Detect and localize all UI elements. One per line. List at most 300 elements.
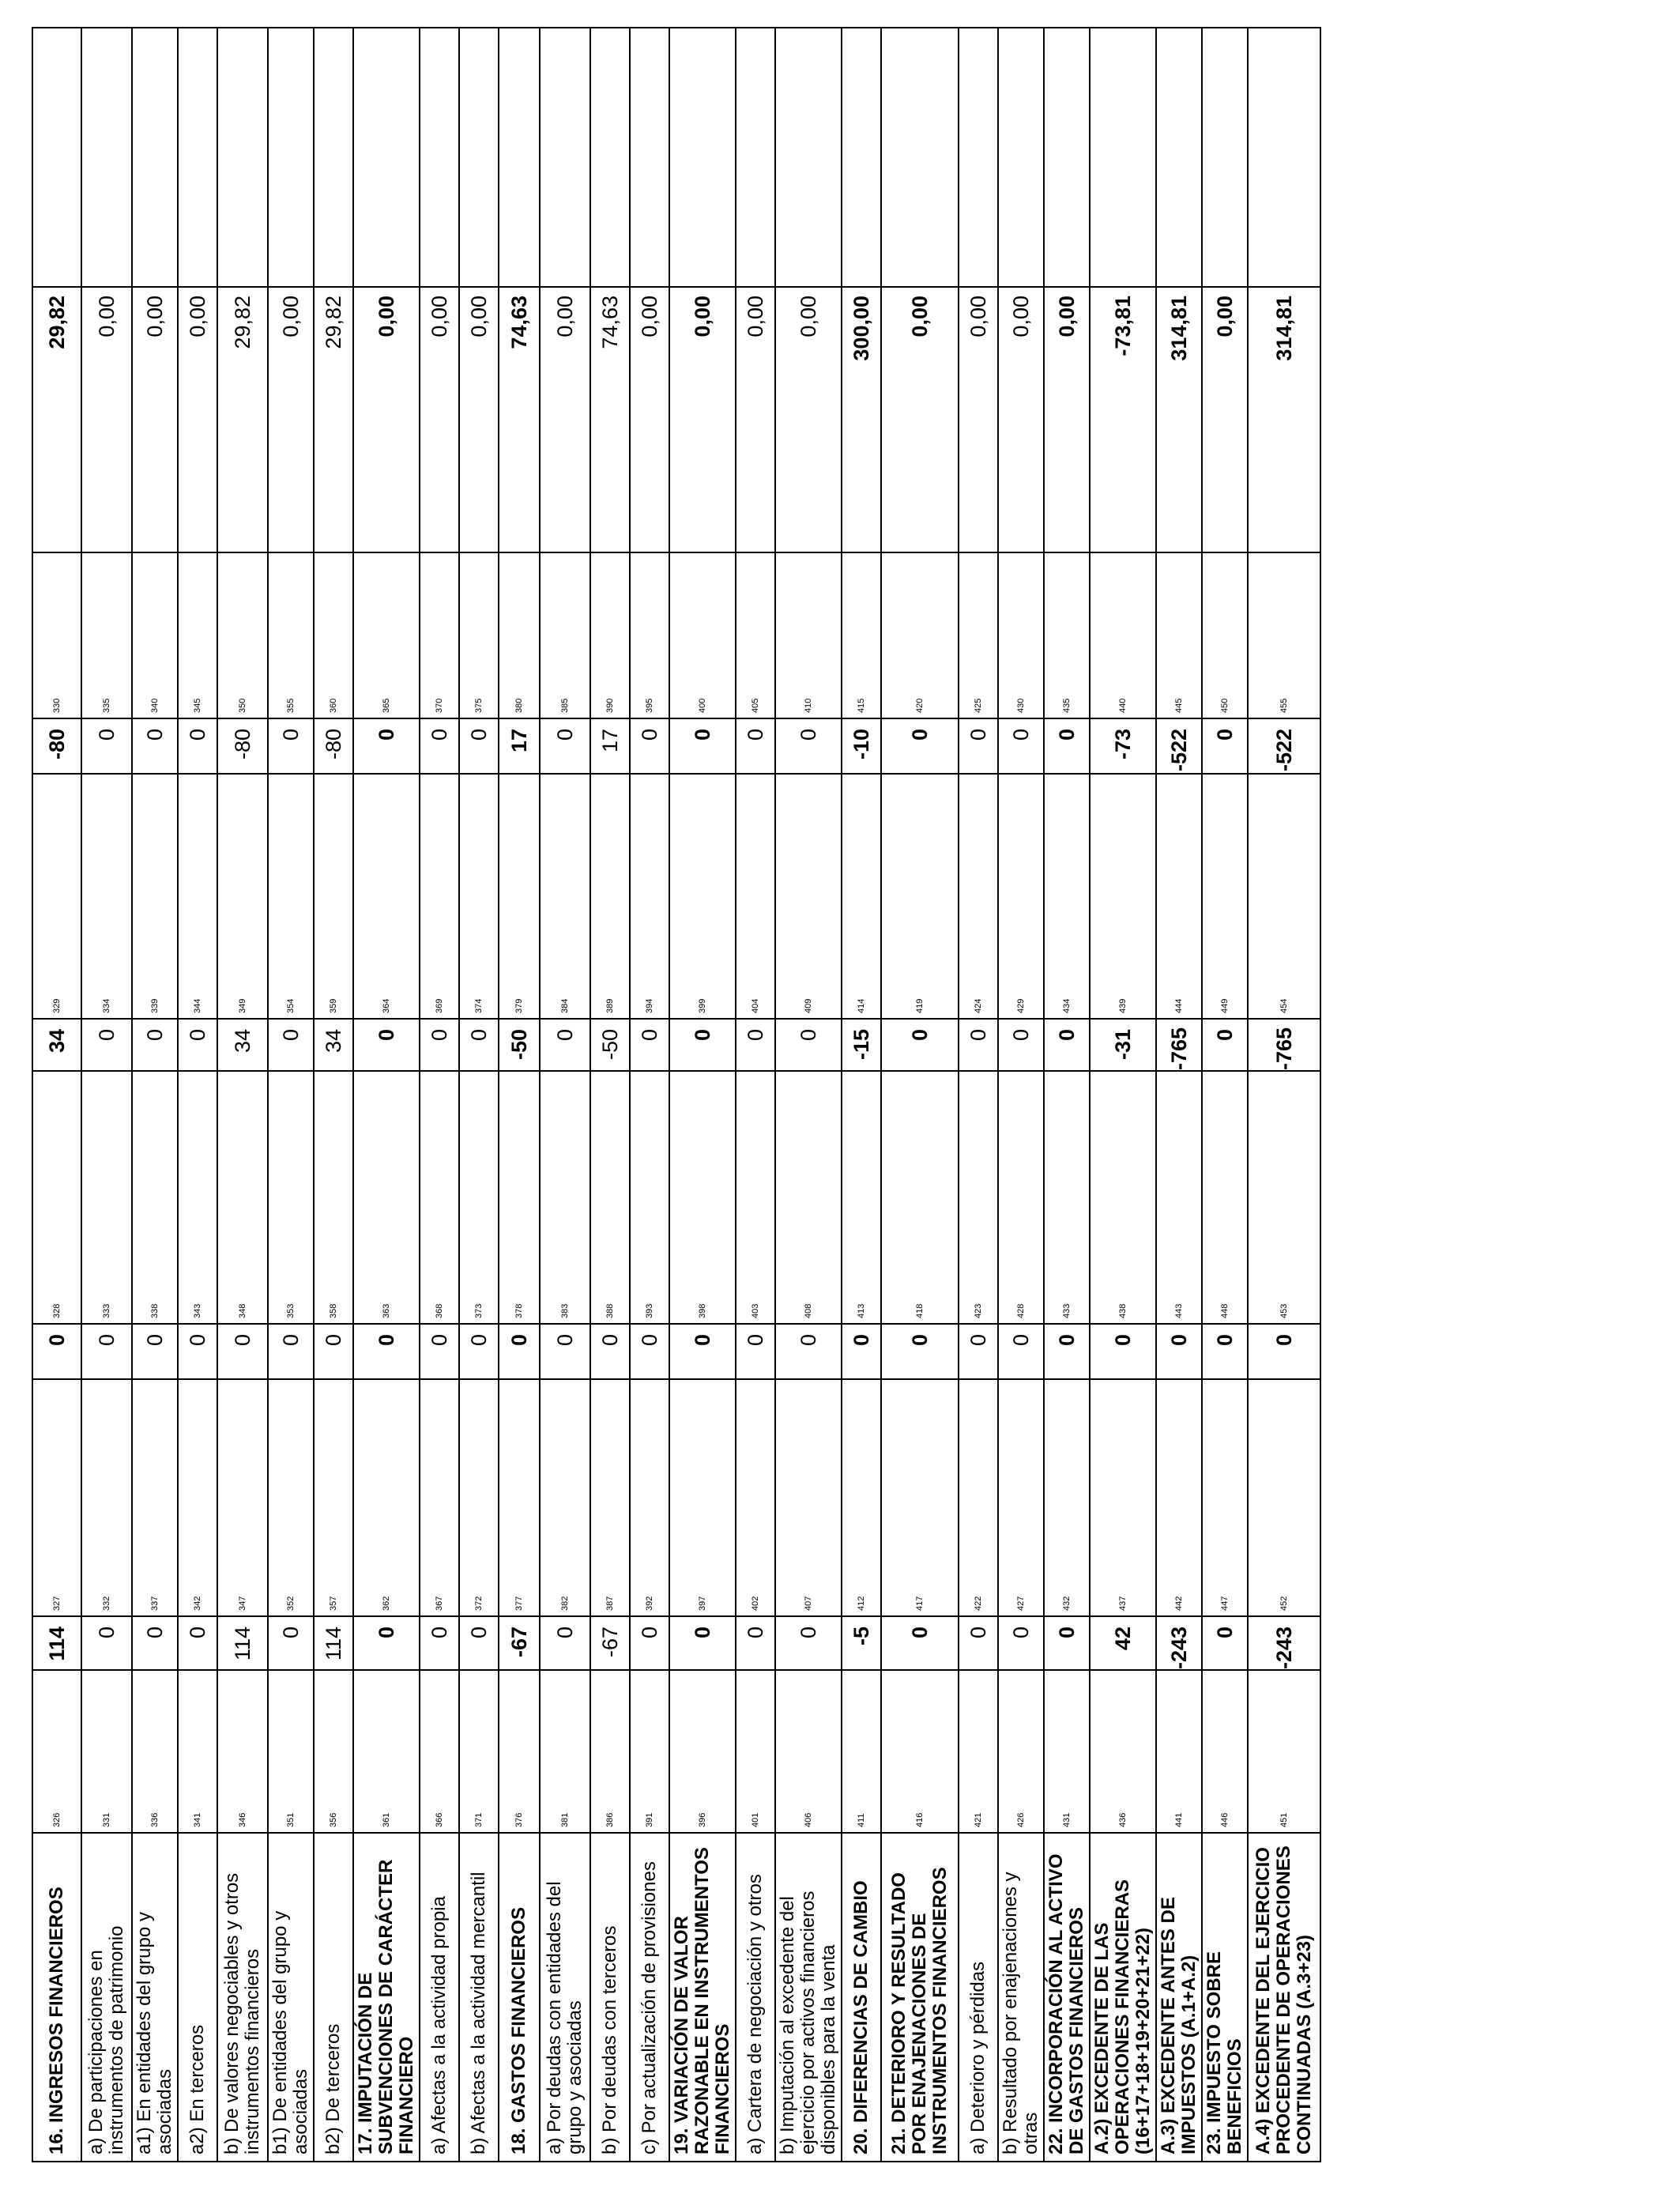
row-value: 0 bbox=[998, 1616, 1044, 1670]
row-code: 345 bbox=[178, 552, 217, 718]
row-label: A.2) EXCEDENTE DE LAS OPERACIONES FINANCIERAS (16+17+18+19+20+21+22) bbox=[1090, 1833, 1156, 2162]
row-code: 376 bbox=[499, 1670, 540, 1833]
row-code: 352 bbox=[268, 1379, 314, 1616]
row-value: 0 bbox=[1248, 1324, 1320, 1379]
row-value: 0 bbox=[540, 1324, 590, 1379]
row-value: 17 bbox=[590, 718, 630, 774]
row-code: 336 bbox=[132, 1670, 178, 1833]
row-value: 0 bbox=[459, 1324, 499, 1379]
row-code: 428 bbox=[998, 1071, 1044, 1324]
row-code: 351 bbox=[268, 1670, 314, 1833]
row-label: 23. IMPUESTO SOBRE BENEFICIOS bbox=[1202, 1833, 1248, 2162]
row-code: 439 bbox=[1090, 774, 1156, 1019]
table-row bbox=[459, 28, 499, 2162]
table-row bbox=[881, 28, 959, 2162]
row-value: 0 bbox=[540, 718, 590, 774]
row-code: 430 bbox=[998, 552, 1044, 718]
row-label: a2) En terceros bbox=[178, 1833, 217, 2162]
row-value: 0 bbox=[630, 718, 669, 774]
row-value: -522 bbox=[1248, 718, 1320, 774]
row-value: 0 bbox=[736, 718, 775, 774]
row-code: 450 bbox=[1202, 552, 1248, 718]
row-code: 416 bbox=[881, 1670, 959, 1833]
row-code: 349 bbox=[217, 774, 268, 1019]
row-code: 330 bbox=[32, 552, 81, 718]
row-code: 453 bbox=[1248, 1071, 1320, 1324]
row-label: a) Afectas a la actividad propia bbox=[420, 1833, 459, 2162]
row-label: 22. INCORPORACIÓN AL ACTIVO DE GASTOS FINANCIEROS bbox=[1044, 1833, 1090, 2162]
row-value: 0 bbox=[178, 1616, 217, 1670]
row-value: 300,00 bbox=[842, 287, 881, 552]
row-value: 0 bbox=[669, 718, 736, 774]
row-code: 426 bbox=[998, 1670, 1044, 1833]
empty-cell bbox=[132, 28, 178, 287]
row-code: 404 bbox=[736, 774, 775, 1019]
row-value: 0 bbox=[178, 1019, 217, 1071]
row-code: 422 bbox=[959, 1379, 998, 1616]
row-value: 114 bbox=[32, 1616, 81, 1670]
row-code: 343 bbox=[178, 1071, 217, 1324]
row-value: -5 bbox=[842, 1616, 881, 1670]
row-code: 427 bbox=[998, 1379, 1044, 1616]
row-code: 357 bbox=[314, 1379, 353, 1616]
row-value: -80 bbox=[314, 718, 353, 774]
row-value: 0 bbox=[132, 1616, 178, 1670]
row-value: 0,00 bbox=[459, 287, 499, 552]
row-value: 0 bbox=[178, 1324, 217, 1379]
row-value: 0,00 bbox=[1202, 287, 1248, 552]
row-value: 0 bbox=[1044, 718, 1090, 774]
empty-cell bbox=[268, 28, 314, 287]
row-value: 0 bbox=[132, 718, 178, 774]
row-code: 361 bbox=[353, 1670, 420, 1833]
row-code: 356 bbox=[314, 1670, 353, 1833]
row-value: 0 bbox=[353, 1324, 420, 1379]
row-code: 431 bbox=[1044, 1670, 1090, 1833]
row-value: 0,00 bbox=[736, 287, 775, 552]
table-row bbox=[1090, 28, 1156, 2162]
row-code: 397 bbox=[669, 1379, 736, 1616]
row-code: 434 bbox=[1044, 774, 1090, 1019]
row-code: 385 bbox=[540, 552, 590, 718]
row-code: 377 bbox=[499, 1379, 540, 1616]
row-label: b) De valores negociables y otros instrumentos financieros bbox=[217, 1833, 268, 2162]
empty-cell bbox=[669, 28, 736, 287]
row-code: 344 bbox=[178, 774, 217, 1019]
row-value: 34 bbox=[314, 1019, 353, 1071]
row-value: 0 bbox=[736, 1019, 775, 1071]
row-value: -80 bbox=[32, 718, 81, 774]
row-code: 327 bbox=[32, 1379, 81, 1616]
empty-cell bbox=[217, 28, 268, 287]
row-value: -765 bbox=[1156, 1019, 1202, 1071]
row-code: 429 bbox=[998, 774, 1044, 1019]
empty-cell bbox=[353, 28, 420, 287]
row-code: 366 bbox=[420, 1670, 459, 1833]
row-value: 0 bbox=[842, 1324, 881, 1379]
row-label: 17. IMPUTACIÓN DE SUBVENCIONES DE CARÁCTER FINANCIERO bbox=[353, 1833, 420, 2162]
row-code: 393 bbox=[630, 1071, 669, 1324]
row-value: 0 bbox=[81, 1616, 132, 1670]
row-value: 0,00 bbox=[881, 287, 959, 552]
financial-statement-table bbox=[32, 27, 1321, 2162]
row-value: 0 bbox=[81, 718, 132, 774]
row-code: 437 bbox=[1090, 1379, 1156, 1616]
row-code: 392 bbox=[630, 1379, 669, 1616]
row-value: 0 bbox=[132, 1019, 178, 1071]
row-code: 374 bbox=[459, 774, 499, 1019]
row-code: 419 bbox=[881, 774, 959, 1019]
row-value: 0 bbox=[1202, 1019, 1248, 1071]
row-label: 16. INGRESOS FINANCIEROS bbox=[32, 1833, 81, 2162]
row-value: 0,00 bbox=[1044, 287, 1090, 552]
row-code: 443 bbox=[1156, 1071, 1202, 1324]
row-label: b2) De terceros bbox=[314, 1833, 353, 2162]
table-row bbox=[1044, 28, 1090, 2162]
empty-cell bbox=[998, 28, 1044, 287]
row-value: 0 bbox=[881, 718, 959, 774]
row-code: 452 bbox=[1248, 1379, 1320, 1616]
row-code: 425 bbox=[959, 552, 998, 718]
row-code: 433 bbox=[1044, 1071, 1090, 1324]
row-value: 0,00 bbox=[420, 287, 459, 552]
row-value: 0 bbox=[314, 1324, 353, 1379]
table-row bbox=[217, 28, 268, 2162]
row-value: 0 bbox=[81, 1324, 132, 1379]
row-value: 0 bbox=[459, 718, 499, 774]
empty-cell bbox=[540, 28, 590, 287]
row-label: a) Por deudas con entidades del grupo y asociadas bbox=[540, 1833, 590, 2162]
row-code: 408 bbox=[775, 1071, 842, 1324]
row-code: 342 bbox=[178, 1379, 217, 1616]
row-code: 360 bbox=[314, 552, 353, 718]
row-value: -10 bbox=[842, 718, 881, 774]
row-code: 432 bbox=[1044, 1379, 1090, 1616]
row-code: 423 bbox=[959, 1071, 998, 1324]
row-value: 0 bbox=[881, 1019, 959, 1071]
table-row bbox=[842, 28, 881, 2162]
row-value: -73 bbox=[1090, 718, 1156, 774]
row-value: 74,63 bbox=[499, 287, 540, 552]
row-value: 0 bbox=[590, 1324, 630, 1379]
row-code: 386 bbox=[590, 1670, 630, 1833]
row-code: 410 bbox=[775, 552, 842, 718]
row-value: 0 bbox=[669, 1324, 736, 1379]
row-value: 0,00 bbox=[775, 287, 842, 552]
row-code: 435 bbox=[1044, 552, 1090, 718]
row-value: 0 bbox=[217, 1324, 268, 1379]
row-value: 42 bbox=[1090, 1616, 1156, 1670]
row-code: 368 bbox=[420, 1071, 459, 1324]
row-code: 337 bbox=[132, 1379, 178, 1616]
row-value: 0 bbox=[459, 1019, 499, 1071]
row-code: 359 bbox=[314, 774, 353, 1019]
row-code: 438 bbox=[1090, 1071, 1156, 1324]
row-code: 420 bbox=[881, 552, 959, 718]
row-code: 346 bbox=[217, 1670, 268, 1833]
empty-cell bbox=[420, 28, 459, 287]
row-code: 391 bbox=[630, 1670, 669, 1833]
row-code: 390 bbox=[590, 552, 630, 718]
row-code: 364 bbox=[353, 774, 420, 1019]
row-code: 418 bbox=[881, 1071, 959, 1324]
row-code: 445 bbox=[1156, 552, 1202, 718]
empty-cell bbox=[590, 28, 630, 287]
row-label: c) Por actualización de provisiones bbox=[630, 1833, 669, 2162]
row-value: 0 bbox=[499, 1324, 540, 1379]
row-code: 412 bbox=[842, 1379, 881, 1616]
row-value: 17 bbox=[499, 718, 540, 774]
row-value: 0,00 bbox=[178, 287, 217, 552]
row-value: 0 bbox=[81, 1019, 132, 1071]
table-row bbox=[998, 28, 1044, 2162]
row-value: 0 bbox=[998, 1324, 1044, 1379]
row-value: 314,81 bbox=[1248, 287, 1320, 552]
row-label: b) Por deudas con terceros bbox=[590, 1833, 630, 2162]
row-value: 0 bbox=[178, 718, 217, 774]
row-code: 348 bbox=[217, 1071, 268, 1324]
row-value: 0,00 bbox=[132, 287, 178, 552]
row-code: 448 bbox=[1202, 1071, 1248, 1324]
row-code: 382 bbox=[540, 1379, 590, 1616]
row-value: 0,00 bbox=[81, 287, 132, 552]
row-code: 441 bbox=[1156, 1670, 1202, 1833]
row-code: 401 bbox=[736, 1670, 775, 1833]
empty-cell bbox=[32, 28, 81, 287]
empty-cell bbox=[1044, 28, 1090, 287]
row-value: 29,82 bbox=[32, 287, 81, 552]
row-value: 0 bbox=[959, 718, 998, 774]
table-body bbox=[32, 28, 1320, 2162]
row-code: 446 bbox=[1202, 1670, 1248, 1833]
empty-cell bbox=[314, 28, 353, 287]
row-value: 0 bbox=[268, 1616, 314, 1670]
table-row bbox=[314, 28, 353, 2162]
table-row bbox=[775, 28, 842, 2162]
row-value: -243 bbox=[1156, 1616, 1202, 1670]
row-value: 0 bbox=[736, 1324, 775, 1379]
empty-cell bbox=[499, 28, 540, 287]
row-code: 396 bbox=[669, 1670, 736, 1833]
row-code: 367 bbox=[420, 1379, 459, 1616]
row-code: 398 bbox=[669, 1071, 736, 1324]
row-value: 0 bbox=[540, 1616, 590, 1670]
row-code: 421 bbox=[959, 1670, 998, 1833]
row-code: 444 bbox=[1156, 774, 1202, 1019]
row-code: 378 bbox=[499, 1071, 540, 1324]
row-value: 0 bbox=[881, 1324, 959, 1379]
row-label: a) De participaciones en instrumentos de patrimonio bbox=[81, 1833, 132, 2162]
row-code: 403 bbox=[736, 1071, 775, 1324]
row-value: 0 bbox=[736, 1616, 775, 1670]
row-code: 331 bbox=[81, 1670, 132, 1833]
row-code: 338 bbox=[132, 1071, 178, 1324]
row-value: 0 bbox=[775, 1019, 842, 1071]
row-code: 347 bbox=[217, 1379, 268, 1616]
row-code: 451 bbox=[1248, 1670, 1320, 1833]
row-code: 353 bbox=[268, 1071, 314, 1324]
row-value: 0 bbox=[959, 1616, 998, 1670]
empty-cell bbox=[775, 28, 842, 287]
row-label: 18. GASTOS FINANCIEROS bbox=[499, 1833, 540, 2162]
empty-cell bbox=[1156, 28, 1202, 287]
table-row bbox=[353, 28, 420, 2162]
row-value: 0 bbox=[353, 1616, 420, 1670]
row-value: 0 bbox=[1090, 1324, 1156, 1379]
row-value: -522 bbox=[1156, 718, 1202, 774]
table-row bbox=[268, 28, 314, 2162]
row-code: 414 bbox=[842, 774, 881, 1019]
table-row bbox=[669, 28, 736, 2162]
row-code: 388 bbox=[590, 1071, 630, 1324]
row-code: 411 bbox=[842, 1670, 881, 1833]
row-value: 0 bbox=[630, 1324, 669, 1379]
row-code: 379 bbox=[499, 774, 540, 1019]
row-code: 417 bbox=[881, 1379, 959, 1616]
row-value: 0 bbox=[1202, 1324, 1248, 1379]
row-code: 334 bbox=[81, 774, 132, 1019]
row-code: 362 bbox=[353, 1379, 420, 1616]
row-value: 0 bbox=[959, 1324, 998, 1379]
row-code: 329 bbox=[32, 774, 81, 1019]
table-row bbox=[630, 28, 669, 2162]
row-code: 335 bbox=[81, 552, 132, 718]
row-code: 407 bbox=[775, 1379, 842, 1616]
empty-cell bbox=[881, 28, 959, 287]
row-code: 372 bbox=[459, 1379, 499, 1616]
row-code: 387 bbox=[590, 1379, 630, 1616]
row-code: 424 bbox=[959, 774, 998, 1019]
row-label: b) Afectas a la actividad mercantil bbox=[459, 1833, 499, 2162]
row-code: 326 bbox=[32, 1670, 81, 1833]
empty-cell bbox=[1202, 28, 1248, 287]
table-row bbox=[736, 28, 775, 2162]
row-value: 0 bbox=[630, 1019, 669, 1071]
row-value: 0 bbox=[630, 1616, 669, 1670]
table-row bbox=[178, 28, 217, 2162]
row-code: 363 bbox=[353, 1071, 420, 1324]
row-code: 436 bbox=[1090, 1670, 1156, 1833]
table-row bbox=[32, 28, 81, 2162]
empty-cell bbox=[1090, 28, 1156, 287]
row-code: 355 bbox=[268, 552, 314, 718]
row-label: 19. VARIACIÓN DE VALOR RAZONABLE EN INSTRUMENTOS FINANCIEROS bbox=[669, 1833, 736, 2162]
row-value: 0 bbox=[959, 1019, 998, 1071]
row-value: 0 bbox=[420, 1616, 459, 1670]
row-code: 375 bbox=[459, 552, 499, 718]
row-value: -73,81 bbox=[1090, 287, 1156, 552]
row-code: 405 bbox=[736, 552, 775, 718]
row-code: 447 bbox=[1202, 1379, 1248, 1616]
row-code: 394 bbox=[630, 774, 669, 1019]
row-value: 0 bbox=[459, 1616, 499, 1670]
empty-cell bbox=[736, 28, 775, 287]
row-value: 0 bbox=[268, 1324, 314, 1379]
row-code: 454 bbox=[1248, 774, 1320, 1019]
empty-cell bbox=[81, 28, 132, 287]
row-code: 358 bbox=[314, 1071, 353, 1324]
row-value: 114 bbox=[314, 1616, 353, 1670]
row-code: 381 bbox=[540, 1670, 590, 1833]
row-value: 0 bbox=[1202, 1616, 1248, 1670]
row-code: 402 bbox=[736, 1379, 775, 1616]
row-code: 440 bbox=[1090, 552, 1156, 718]
row-value: 0 bbox=[420, 1019, 459, 1071]
row-label: b) Imputación al excedente del ejercicio por activos financieros disponibles para la venta bbox=[775, 1833, 842, 2162]
row-value: -50 bbox=[499, 1019, 540, 1071]
row-value: 314,81 bbox=[1156, 287, 1202, 552]
row-value: 29,82 bbox=[217, 287, 268, 552]
row-value: 0,00 bbox=[669, 287, 736, 552]
row-value: 0 bbox=[132, 1324, 178, 1379]
row-code: 354 bbox=[268, 774, 314, 1019]
row-value: 114 bbox=[217, 1616, 268, 1670]
empty-cell bbox=[459, 28, 499, 287]
row-value: 0,00 bbox=[353, 287, 420, 552]
row-value: 0,00 bbox=[540, 287, 590, 552]
table-row bbox=[590, 28, 630, 2162]
row-value: 29,82 bbox=[314, 287, 353, 552]
row-value: 0 bbox=[420, 718, 459, 774]
row-code: 449 bbox=[1202, 774, 1248, 1019]
row-code: 406 bbox=[775, 1670, 842, 1833]
row-value: 34 bbox=[32, 1019, 81, 1071]
row-value: 0 bbox=[420, 1324, 459, 1379]
row-value: -67 bbox=[590, 1616, 630, 1670]
empty-cell bbox=[1248, 28, 1320, 287]
row-value: 0 bbox=[881, 1616, 959, 1670]
row-code: 455 bbox=[1248, 552, 1320, 718]
row-value: 0,00 bbox=[959, 287, 998, 552]
row-value: 0,00 bbox=[998, 287, 1044, 552]
row-value: 74,63 bbox=[590, 287, 630, 552]
row-code: 380 bbox=[499, 552, 540, 718]
row-label: 20. DIFERENCIAS DE CAMBIO bbox=[842, 1833, 881, 2162]
rotated-page bbox=[32, 28, 1315, 2162]
row-value: 0 bbox=[1044, 1616, 1090, 1670]
row-value: 0 bbox=[353, 718, 420, 774]
row-code: 389 bbox=[590, 774, 630, 1019]
row-code: 384 bbox=[540, 774, 590, 1019]
table-row bbox=[499, 28, 540, 2162]
table-row bbox=[1248, 28, 1320, 2162]
row-code: 400 bbox=[669, 552, 736, 718]
row-value: -243 bbox=[1248, 1616, 1320, 1670]
row-value: 0 bbox=[1044, 1019, 1090, 1071]
row-value: 34 bbox=[217, 1019, 268, 1071]
row-code: 341 bbox=[178, 1670, 217, 1833]
row-code: 340 bbox=[132, 552, 178, 718]
row-value: 0,00 bbox=[268, 287, 314, 552]
row-code: 333 bbox=[81, 1071, 132, 1324]
row-code: 371 bbox=[459, 1670, 499, 1833]
row-code: 350 bbox=[217, 552, 268, 718]
row-code: 395 bbox=[630, 552, 669, 718]
row-value: -80 bbox=[217, 718, 268, 774]
row-value: 0 bbox=[669, 1019, 736, 1071]
row-label: 21. DETERIORO Y RESULTADO POR ENAJENACIONES DE INSTRUMENTOS FINANCIEROS bbox=[881, 1833, 959, 2162]
row-code: 339 bbox=[132, 774, 178, 1019]
row-value: 0 bbox=[1202, 718, 1248, 774]
row-code: 369 bbox=[420, 774, 459, 1019]
row-value: 0 bbox=[998, 718, 1044, 774]
row-value: 0 bbox=[268, 718, 314, 774]
table-row bbox=[81, 28, 132, 2162]
row-label: b) Resultado por enajenaciones y otras bbox=[998, 1833, 1044, 2162]
row-code: 413 bbox=[842, 1071, 881, 1324]
row-value: 0 bbox=[1156, 1324, 1202, 1379]
row-code: 415 bbox=[842, 552, 881, 718]
